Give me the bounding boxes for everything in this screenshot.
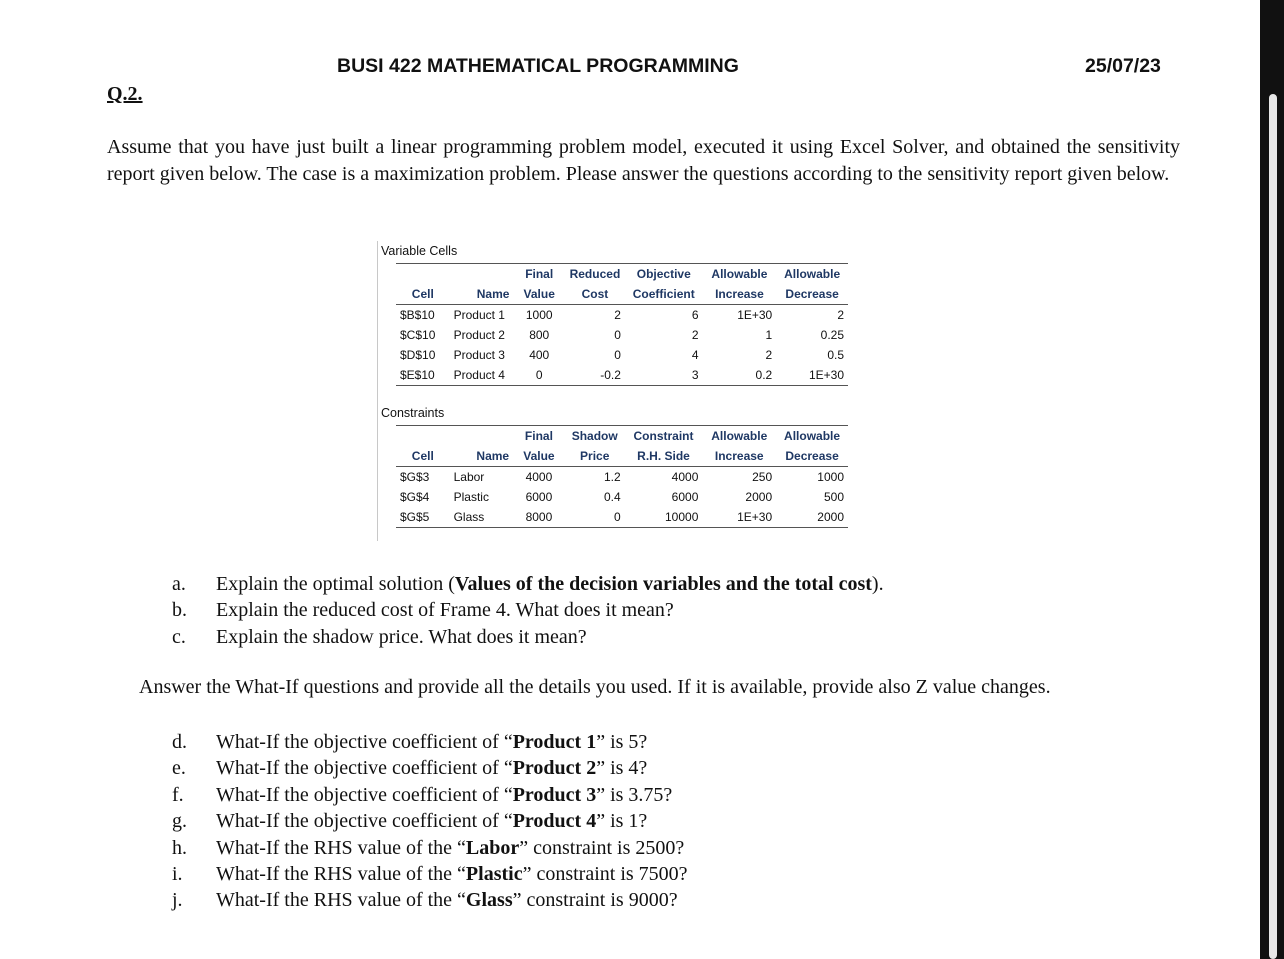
header-cell: Objective xyxy=(625,264,703,285)
table-cell: 3 xyxy=(625,365,703,386)
table-cell: Product 1 xyxy=(453,308,505,322)
table-cell: $G$5 xyxy=(396,507,450,528)
question-item xyxy=(172,887,688,913)
table-cell: 6 xyxy=(691,308,699,322)
header-cell: Increase xyxy=(702,446,776,467)
table-row xyxy=(396,467,848,488)
question-text: Explain the shadow price. What does it mean? xyxy=(216,625,587,648)
questions-a-c xyxy=(172,571,884,650)
table-cell: 0 xyxy=(614,328,621,342)
table-cell: 0.25 xyxy=(820,328,844,342)
question-letter: g. xyxy=(172,810,187,833)
question-text: Explain the optimal solution (Values of the decision variables and the total cost). xyxy=(216,573,884,595)
table-cell: 6000 xyxy=(671,490,699,504)
table-cell: $C$10 xyxy=(400,328,436,342)
table-cell: 8000 xyxy=(513,507,565,528)
header-cell xyxy=(396,426,450,447)
table-cell: $G$3 xyxy=(400,470,430,484)
table-cell: Labor xyxy=(453,470,485,484)
question-bold: Plastic xyxy=(465,862,523,885)
question-text: What-If the objective coefficient of “Product 2” is 4? xyxy=(216,757,648,780)
table-cell: 500 xyxy=(823,490,844,504)
header-cell: Coefficient xyxy=(625,284,703,305)
question-text: What-If the RHS value of the “Labor” constraint is 2500? xyxy=(216,836,685,859)
table-row xyxy=(396,365,848,386)
question-letter: b. xyxy=(172,599,187,622)
table-cell: 1E+30 xyxy=(737,308,773,322)
question-item xyxy=(172,861,688,887)
question-letter: d. xyxy=(172,731,187,753)
table-cell: $E$10 xyxy=(396,365,450,386)
table-cell: 2000 xyxy=(745,490,773,504)
question-item xyxy=(172,835,688,861)
question-letter: e. xyxy=(172,757,186,780)
question-letter: j. xyxy=(172,889,183,912)
table-cell: -0.2 xyxy=(565,365,625,386)
question-text: What-If the objective coefficient of “Product 1” is 5? xyxy=(216,731,648,753)
header-cell: Name xyxy=(450,284,514,305)
table-cell: 1E+30 xyxy=(776,365,848,386)
table-header-row xyxy=(396,426,848,447)
question-letter: h. xyxy=(172,836,187,859)
table-cell: 250 xyxy=(752,470,773,484)
question-bold: Labor xyxy=(465,836,520,859)
table-cell: 2000 xyxy=(776,507,848,528)
header-cell: Increase xyxy=(703,284,777,305)
table-cell: 10000 xyxy=(625,507,703,528)
header-cell: Value xyxy=(513,284,565,305)
question-bold: Product 2 xyxy=(512,757,597,780)
table-row xyxy=(396,325,848,345)
header-title: BUSI 422 MATHEMATICAL PROGRAMMING xyxy=(337,55,739,77)
question-number: Q.2. xyxy=(107,83,143,105)
table-cell: 0 xyxy=(565,507,625,528)
table-cell: 0 xyxy=(614,348,621,362)
header-cell: Shadow xyxy=(565,426,625,447)
table-cell: 2 xyxy=(614,308,621,322)
table-cell: 2 xyxy=(837,308,844,322)
table-cell: Product 4 xyxy=(450,365,514,386)
whatif-intro: Answer the What-If questions and provide all the details you used. If it is available, provide also Z value changes. xyxy=(139,676,1051,698)
table-cell: 6000 xyxy=(525,490,553,504)
header-date: 25/07/23 xyxy=(1085,55,1161,77)
header-cell: Price xyxy=(565,446,625,467)
table-header-row xyxy=(396,446,848,467)
table-cell: Plastic xyxy=(453,490,489,504)
question-text: What-If the RHS value of the “Plastic” constraint is 7500? xyxy=(216,862,688,885)
table-cell: Glass xyxy=(450,507,514,528)
header-cell: Name xyxy=(450,446,514,467)
table-row xyxy=(396,507,848,528)
header-cell: Decrease xyxy=(776,446,848,467)
question-item xyxy=(172,808,688,834)
question-item xyxy=(172,782,688,808)
question-item xyxy=(172,571,884,597)
header-cell xyxy=(396,264,450,285)
table-cell: 1000 xyxy=(817,470,844,484)
questions-d-j xyxy=(172,729,688,914)
table-cell: Product 2 xyxy=(453,328,505,342)
header-cell: Decrease xyxy=(776,284,848,305)
table-cell: 1.2 xyxy=(603,470,621,484)
table-cell: 400 xyxy=(529,348,550,362)
question-text: Explain the reduced cost of Frame 4. What does it mean? xyxy=(216,599,674,622)
question-bold: Product 3 xyxy=(512,783,597,806)
question-item xyxy=(172,597,884,623)
table-cell: 2 xyxy=(765,348,773,362)
header-cell: Value xyxy=(513,446,565,467)
question-letter: c. xyxy=(172,625,186,648)
table-cell: $B$10 xyxy=(400,308,435,322)
header-cell: Reduced xyxy=(565,264,625,285)
table-cell: 2 xyxy=(691,328,699,342)
question-bold: Product 4 xyxy=(512,810,597,833)
variable-cells-table xyxy=(396,263,848,386)
question-item xyxy=(172,624,884,650)
header-cell: Allowable xyxy=(703,264,777,285)
table-row xyxy=(396,345,848,365)
header-cell: Cell xyxy=(396,446,450,467)
header-cell: Allowable xyxy=(776,264,848,285)
table-cell: 0.2 xyxy=(703,365,777,386)
question-bold: Glass xyxy=(465,889,513,912)
question-text: What-If the objective coefficient of “Product 4” is 1? xyxy=(216,810,648,833)
header-cell: Final xyxy=(513,426,565,447)
constraints-label: Constraints xyxy=(381,406,445,420)
header-cell xyxy=(450,264,514,285)
question-bold: Values of the decision variables and the total cost xyxy=(454,573,872,595)
intro-paragraph: Assume that you have just built a linear programming problem model, executed it using Excel Solver, and obtained the sensitivity report given below. The case is a maximization problem. Please answer the questions according to the sensitivity report given below. xyxy=(107,136,1180,185)
table-cell: $D$10 xyxy=(400,348,436,362)
header-cell: Allowable xyxy=(702,426,776,447)
header-cell: Allowable xyxy=(776,426,848,447)
table-row xyxy=(396,487,848,507)
question-item xyxy=(172,729,688,755)
table-row xyxy=(396,305,848,326)
table-cell: 4000 xyxy=(525,470,553,484)
question-letter: i. xyxy=(172,862,183,885)
table-cell: 1000 xyxy=(525,308,553,322)
table-cell: 0.4 xyxy=(603,490,621,504)
table-cell: 0.5 xyxy=(827,348,844,362)
question-text: What-If the RHS value of the “Glass” constraint is 9000? xyxy=(216,889,678,912)
header-cell xyxy=(450,426,514,447)
table-cell: 0 xyxy=(513,365,565,386)
question-letter: a. xyxy=(172,573,186,595)
table-cell: Product 3 xyxy=(453,348,505,362)
table-header-row xyxy=(396,264,848,285)
header-cell: R.H. Side xyxy=(625,446,703,467)
table-cell: 4000 xyxy=(671,470,699,484)
table-header-row xyxy=(396,284,848,305)
table-cell: 4 xyxy=(691,348,699,362)
header-cell: Constraint xyxy=(625,426,703,447)
scrollbar-track[interactable] xyxy=(1260,0,1284,959)
table-cell: $G$4 xyxy=(400,490,430,504)
question-letter: f. xyxy=(172,783,184,806)
question-bold: Product 1 xyxy=(512,731,597,753)
scrollbar-thumb[interactable] xyxy=(1269,94,1277,959)
constraints-table xyxy=(396,425,848,528)
table-cell: 1 xyxy=(765,328,773,342)
header-cell: Cell xyxy=(396,284,450,305)
header-cell: Cost xyxy=(565,284,625,305)
question-text: What-If the objective coefficient of “Product 3” is 3.75? xyxy=(216,783,673,806)
question-item xyxy=(172,755,688,781)
table-cell: 1E+30 xyxy=(702,507,776,528)
table-cell: 800 xyxy=(529,328,550,342)
sensitivity-report xyxy=(377,241,848,541)
header-cell: Final xyxy=(513,264,565,285)
variable-cells-label: Variable Cells xyxy=(381,244,458,258)
